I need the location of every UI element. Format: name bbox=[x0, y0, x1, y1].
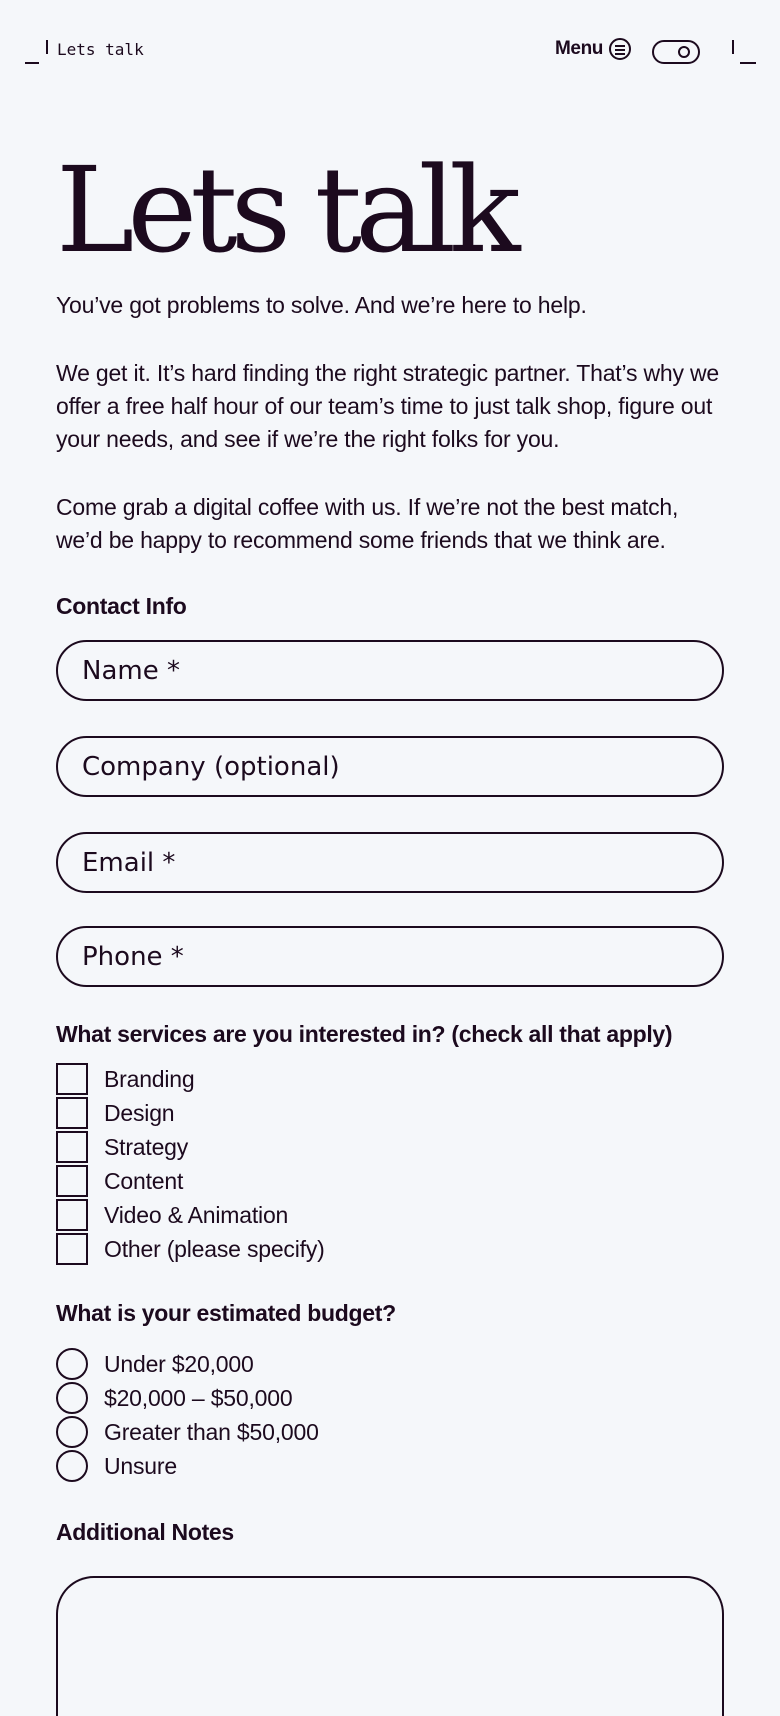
company-field[interactable] bbox=[56, 736, 724, 797]
checkbox[interactable] bbox=[56, 1199, 88, 1231]
contact-info-heading: Contact Info bbox=[56, 593, 187, 619]
checkbox[interactable] bbox=[56, 1131, 88, 1163]
page-title: Lets talk bbox=[56, 141, 514, 279]
email-field[interactable] bbox=[56, 832, 724, 893]
corner-bracket-left-icon bbox=[25, 40, 47, 64]
service-option-video[interactable] bbox=[56, 1198, 724, 1232]
radio-button[interactable] bbox=[56, 1382, 88, 1414]
service-option-other[interactable] bbox=[56, 1232, 724, 1266]
notes-heading: Additional Notes bbox=[56, 1519, 234, 1545]
option-label: Video & Animation bbox=[104, 1201, 289, 1228]
budget-option-over-50k[interactable] bbox=[56, 1415, 724, 1449]
brand-label[interactable]: Lets talk bbox=[57, 40, 144, 59]
option-label: Branding bbox=[104, 1065, 195, 1092]
checkbox[interactable] bbox=[56, 1097, 88, 1129]
checkbox[interactable] bbox=[56, 1063, 88, 1095]
theme-toggle[interactable] bbox=[652, 40, 700, 64]
radio-button[interactable] bbox=[56, 1416, 88, 1448]
name-field[interactable] bbox=[56, 640, 724, 701]
toggle-knob-icon bbox=[678, 46, 690, 58]
option-label: Other (please specify) bbox=[104, 1235, 325, 1262]
option-label: Unsure bbox=[104, 1452, 177, 1479]
radio-button[interactable] bbox=[56, 1450, 88, 1482]
notes-textarea[interactable] bbox=[56, 1576, 724, 1716]
option-label: Greater than $50,000 bbox=[104, 1418, 319, 1445]
menu-button[interactable] bbox=[555, 38, 631, 60]
lead-text: You’ve got problems to solve. And we’re here to help. bbox=[56, 292, 587, 318]
service-option-branding[interactable] bbox=[56, 1062, 724, 1096]
option-label: Strategy bbox=[104, 1133, 189, 1160]
budget-heading: What is your estimated budget? bbox=[56, 1300, 396, 1326]
budget-option-unsure[interactable] bbox=[56, 1449, 724, 1483]
menu-icon bbox=[609, 38, 631, 60]
coffee-paragraph: Come grab a digital coffee with us. If we’re not the best match, we’d be happy to recommend some friends that we think are. bbox=[56, 494, 679, 553]
menu-label: Menu bbox=[555, 38, 604, 59]
budget-option-20k-50k[interactable] bbox=[56, 1381, 724, 1415]
option-label: Design bbox=[104, 1099, 175, 1126]
budget-option-under-20k[interactable] bbox=[56, 1347, 724, 1381]
option-label: Content bbox=[104, 1167, 184, 1194]
top-bar bbox=[0, 0, 780, 100]
checkbox[interactable] bbox=[56, 1165, 88, 1197]
phone-field[interactable] bbox=[56, 926, 724, 987]
option-label: $20,000 – $50,000 bbox=[104, 1384, 293, 1411]
intro-paragraph: We get it. It’s hard finding the right strategic partner. That’s why we offer a free half hour of our team’s time to just talk shop, figure out your needs, and see if we’re the right folks for you. bbox=[56, 360, 719, 452]
service-option-strategy[interactable] bbox=[56, 1130, 724, 1164]
service-option-content[interactable] bbox=[56, 1164, 724, 1198]
corner-bracket-right-icon bbox=[730, 40, 758, 64]
budget-radio-group bbox=[56, 1347, 724, 1483]
main-content bbox=[56, 140, 724, 1716]
option-label: Under $20,000 bbox=[104, 1350, 254, 1377]
checkbox[interactable] bbox=[56, 1233, 88, 1265]
services-checklist bbox=[56, 1062, 724, 1266]
services-heading: What services are you interested in? (check all that apply) bbox=[56, 1021, 673, 1047]
radio-button[interactable] bbox=[56, 1348, 88, 1380]
service-option-design[interactable] bbox=[56, 1096, 724, 1130]
